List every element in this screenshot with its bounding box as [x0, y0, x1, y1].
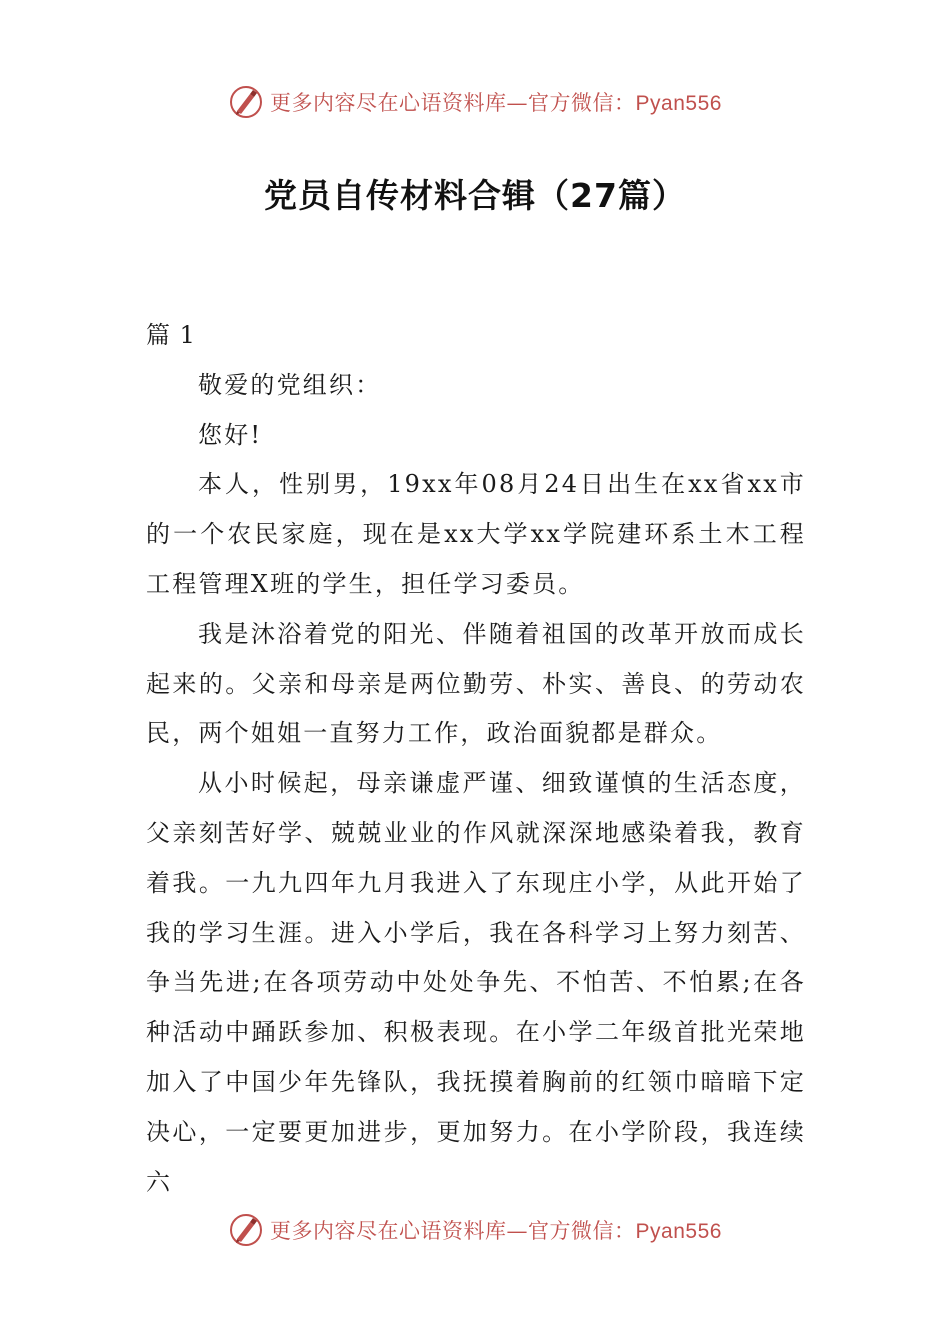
paragraph: 本人，性别男，19xx年08月24日出生在xx省xx市的一个农民家庭，现在是xx大学xx学院建环系土木工程工程管理X班的学生，担任学习委员。 [146, 470, 806, 598]
watermark-text: 更多内容尽在心语资料库—官方微信：Pyan556 [270, 91, 722, 115]
watermark-banner-top [0, 80, 950, 124]
paragraph: 我是沐浴着党的阳光、伴随着祖国的改革开放而成长起来的。父亲和母亲是两位勤劳、朴实、善良、的劳动农民，两个姐姐一直努力工作，政治面貌都是群众。 [146, 619, 806, 748]
greeting: 您好! [198, 420, 263, 449]
section-label: 篇 1 [146, 321, 196, 349]
paragraph: 从小时候起，母亲谦虚严谨、细致谨慎的生活态度，父亲刻苦好学、兢兢业业的作风就深深地感染着我，教育着我。一九九四年九月我进入了东现庄小学，从此开始了我的学习生涯。进入小学后，我在各科学习上努力刻苦、争当先进;在各项劳动中处处争先、不怕苦、不怕累;在各种活动中踊跃参加、积极表现。在小学二年级首批光荣地加入了中国少年先锋队，我抚摸着胸前的红领巾暗暗下定决心，一定要更加进步，更加努力。在小学阶段，我连续六 [146, 769, 806, 1196]
watermark-text: 更多内容尽在心语资料库—官方微信：Pyan556 [270, 1219, 722, 1243]
watermark-banner-bottom [0, 1208, 950, 1252]
pen-logo-icon [228, 84, 264, 120]
salutation: 敬爱的党组织： [198, 370, 382, 399]
document-title: 党员自传材料合辑（27篇） [264, 176, 686, 215]
pen-logo-icon [228, 1212, 264, 1248]
document-body [146, 311, 806, 1207]
